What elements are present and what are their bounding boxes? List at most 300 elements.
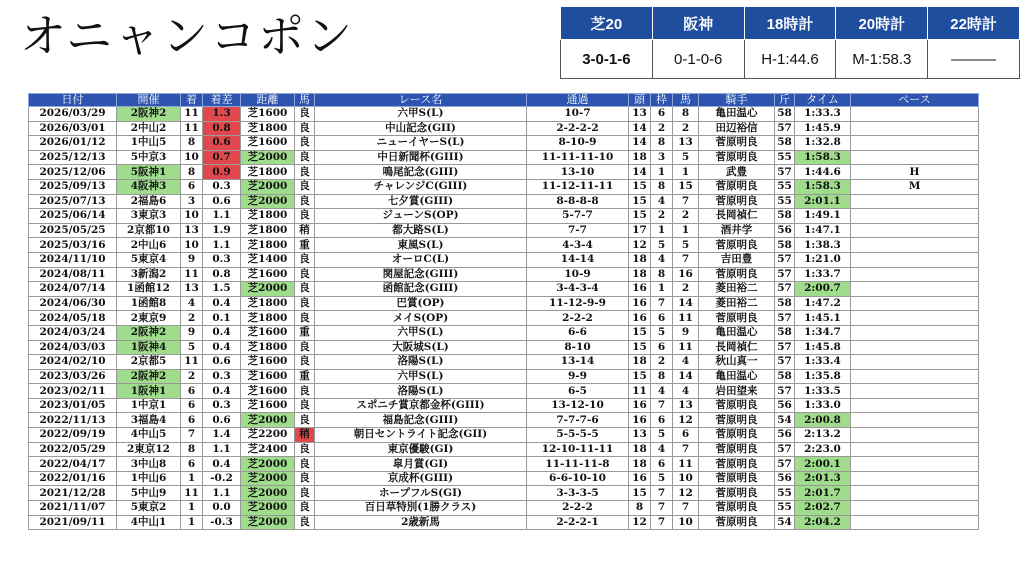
cell-passing: 3-4-3-4 (527, 282, 629, 297)
table-row (29, 165, 979, 180)
cell-finish: 6 (181, 457, 203, 472)
cell-time: 1:33.3 (795, 107, 851, 122)
cell-jockey: 菅原明良 (699, 413, 775, 428)
cell-date: 2021/11/07 (29, 501, 117, 516)
cell-time: 2:00.7 (795, 282, 851, 297)
cell-venue: 3新潟2 (117, 267, 181, 282)
cell-jockey: 秋山真一 (699, 355, 775, 370)
cell-passing: 11-11-11-8 (527, 457, 629, 472)
cell-pace (851, 282, 979, 297)
summary-value-cell: H-1:44.6 (744, 40, 836, 79)
cell-track: 良 (295, 515, 315, 530)
cell-date: 2024/03/03 (29, 340, 117, 355)
cell-passing: 11-11-11-10 (527, 150, 629, 165)
cell-race-name: ホープフルS(GI) (315, 486, 527, 501)
cell-margin: 1.1 (203, 238, 241, 253)
cell-horse-number: 16 (673, 267, 699, 282)
cell-distance: 芝1800 (241, 311, 295, 326)
table-row (29, 457, 979, 472)
header-race-name: レース名 (315, 94, 527, 107)
cell-venue: 3福島4 (117, 413, 181, 428)
cell-passing: 10-9 (527, 267, 629, 282)
cell-venue: 2東京9 (117, 311, 181, 326)
cell-weight: 57 (775, 311, 795, 326)
cell-field-size: 16 (629, 413, 651, 428)
table-row (29, 136, 979, 151)
cell-margin: 0.4 (203, 457, 241, 472)
cell-passing: 6-6-10-10 (527, 471, 629, 486)
cell-distance: 芝1600 (241, 325, 295, 340)
cell-jockey: 菱田裕二 (699, 296, 775, 311)
cell-horse-number: 6 (673, 428, 699, 443)
cell-weight: 56 (775, 398, 795, 413)
cell-track: 良 (295, 209, 315, 224)
cell-jockey: 亀田温心 (699, 325, 775, 340)
cell-pace (851, 398, 979, 413)
cell-horse-number: 11 (673, 340, 699, 355)
summary-value-cell: 3-0-1-6 (561, 40, 653, 79)
cell-weight: 57 (775, 457, 795, 472)
cell-pace (851, 442, 979, 457)
cell-passing: 2-2-2-1 (527, 515, 629, 530)
cell-distance: 芝2000 (241, 515, 295, 530)
cell-track: 良 (295, 398, 315, 413)
cell-track: 良 (295, 282, 315, 297)
cell-venue: 2東京12 (117, 442, 181, 457)
cell-venue: 4阪神3 (117, 179, 181, 194)
cell-jockey: 吉田豊 (699, 252, 775, 267)
header-jockey: 騎手 (699, 94, 775, 107)
horse-name-title: オニャンコポン (20, 9, 355, 63)
cell-gate: 6 (651, 311, 673, 326)
cell-track: 良 (295, 252, 315, 267)
table-row (29, 486, 979, 501)
table-row (29, 267, 979, 282)
cell-gate: 7 (651, 296, 673, 311)
cell-date: 2022/01/16 (29, 471, 117, 486)
cell-gate: 7 (651, 398, 673, 413)
cell-track: 良 (295, 457, 315, 472)
cell-pace (851, 340, 979, 355)
cell-time: 1:45.9 (795, 121, 851, 136)
cell-gate: 1 (651, 282, 673, 297)
cell-track: 重 (295, 325, 315, 340)
cell-margin: 0.1 (203, 311, 241, 326)
cell-distance: 芝2000 (241, 282, 295, 297)
cell-pace (851, 486, 979, 501)
cell-weight: 55 (775, 501, 795, 516)
cell-jockey: 菅原明良 (699, 179, 775, 194)
cell-jockey: 菅原明良 (699, 136, 775, 151)
header-margin: 着差 (203, 94, 241, 107)
cell-weight: 55 (775, 486, 795, 501)
cell-track: 良 (295, 150, 315, 165)
cell-margin: 0.6 (203, 355, 241, 370)
cell-passing: 2-2-2 (527, 311, 629, 326)
cell-distance: 芝2000 (241, 194, 295, 209)
cell-date: 2024/05/18 (29, 311, 117, 326)
cell-track: 良 (295, 267, 315, 282)
cell-venue: 5阪神1 (117, 165, 181, 180)
table-row (29, 238, 979, 253)
cell-jockey: 菅原明良 (699, 150, 775, 165)
cell-field-size: 11 (629, 384, 651, 399)
cell-race-name: 六甲S(L) (315, 369, 527, 384)
cell-track: 重 (295, 238, 315, 253)
cell-time: 1:35.8 (795, 369, 851, 384)
cell-date: 2025/07/13 (29, 194, 117, 209)
cell-time: 1:34.7 (795, 325, 851, 340)
cell-pace (851, 252, 979, 267)
cell-weight: 58 (775, 136, 795, 151)
cell-jockey: 岩田望来 (699, 384, 775, 399)
cell-distance: 芝2000 (241, 150, 295, 165)
cell-track: 良 (295, 355, 315, 370)
cell-gate: 5 (651, 471, 673, 486)
cell-distance: 芝1600 (241, 384, 295, 399)
cell-finish: 9 (181, 325, 203, 340)
cell-track: 良 (295, 165, 315, 180)
cell-race-name: 鳴尾記念(GIII) (315, 165, 527, 180)
cell-distance: 芝1600 (241, 136, 295, 151)
cell-distance: 芝2000 (241, 486, 295, 501)
cell-weight: 57 (775, 355, 795, 370)
cell-margin: 0.4 (203, 325, 241, 340)
cell-weight: 58 (775, 296, 795, 311)
cell-finish: 8 (181, 165, 203, 180)
cell-pace (851, 194, 979, 209)
cell-date: 2022/09/19 (29, 428, 117, 443)
cell-venue: 2京都10 (117, 223, 181, 238)
cell-margin: 0.4 (203, 340, 241, 355)
cell-finish: 13 (181, 223, 203, 238)
cell-field-size: 18 (629, 267, 651, 282)
cell-passing: 2-2-2-2 (527, 121, 629, 136)
cell-time: 1:45.1 (795, 311, 851, 326)
cell-weight: 55 (775, 150, 795, 165)
cell-finish: 11 (181, 355, 203, 370)
cell-venue: 1中京1 (117, 398, 181, 413)
cell-passing: 2-2-2 (527, 501, 629, 516)
cell-race-name: 六甲S(L) (315, 325, 527, 340)
cell-jockey: 菅原明良 (699, 515, 775, 530)
cell-finish: 7 (181, 428, 203, 443)
cell-passing: 10-7 (527, 107, 629, 122)
cell-time: 2:04.2 (795, 515, 851, 530)
cell-gate: 5 (651, 238, 673, 253)
cell-time: 2:01.1 (795, 194, 851, 209)
cell-weight: 58 (775, 369, 795, 384)
cell-horse-number: 5 (673, 238, 699, 253)
cell-weight: 57 (775, 384, 795, 399)
cell-pace (851, 209, 979, 224)
cell-pace (851, 355, 979, 370)
cell-field-size: 16 (629, 471, 651, 486)
cell-race-name: 中山記念(GII) (315, 121, 527, 136)
cell-jockey: 菅原明良 (699, 267, 775, 282)
cell-passing: 8-8-8-8 (527, 194, 629, 209)
header-finish: 着 (181, 94, 203, 107)
cell-race-name: 洛陽S(L) (315, 384, 527, 399)
cell-horse-number: 4 (673, 355, 699, 370)
cell-venue: 1阪神4 (117, 340, 181, 355)
cell-margin: 0.8 (203, 121, 241, 136)
cell-pace (851, 501, 979, 516)
cell-track: 良 (295, 413, 315, 428)
cell-passing: 13-14 (527, 355, 629, 370)
cell-jockey: 菅原明良 (699, 398, 775, 413)
summary-header-cell: 阪神 (652, 7, 744, 40)
cell-distance: 芝1800 (241, 165, 295, 180)
cell-horse-number: 12 (673, 413, 699, 428)
cell-distance: 芝2000 (241, 179, 295, 194)
cell-weight: 56 (775, 223, 795, 238)
results-body (29, 107, 979, 530)
cell-passing: 13-10 (527, 165, 629, 180)
cell-distance: 芝1800 (241, 340, 295, 355)
cell-race-name: 大阪城S(L) (315, 340, 527, 355)
cell-finish: 3 (181, 194, 203, 209)
cell-margin: 0.3 (203, 179, 241, 194)
cell-venue: 1函館8 (117, 296, 181, 311)
cell-race-name: 都大路S(L) (315, 223, 527, 238)
table-row (29, 296, 979, 311)
cell-margin: 0.0 (203, 501, 241, 516)
cell-time: 1:49.1 (795, 209, 851, 224)
cell-date: 2026/01/12 (29, 136, 117, 151)
cell-horse-number: 15 (673, 179, 699, 194)
cell-weight: 56 (775, 471, 795, 486)
cell-gate: 8 (651, 369, 673, 384)
cell-jockey: 武豊 (699, 165, 775, 180)
cell-jockey: 菅原明良 (699, 471, 775, 486)
cell-horse-number: 1 (673, 165, 699, 180)
summary-value-row (561, 40, 1020, 79)
cell-date: 2024/07/14 (29, 282, 117, 297)
cell-field-size: 16 (629, 398, 651, 413)
cell-distance: 芝1800 (241, 296, 295, 311)
cell-distance: 芝2400 (241, 442, 295, 457)
cell-margin: 0.3 (203, 369, 241, 384)
table-row (29, 501, 979, 516)
table-row (29, 107, 979, 122)
cell-race-name: メイS(OP) (315, 311, 527, 326)
cell-pace (851, 515, 979, 530)
cell-pace (851, 136, 979, 151)
cell-pace (851, 150, 979, 165)
cell-date: 2025/05/25 (29, 223, 117, 238)
cell-margin: 0.6 (203, 194, 241, 209)
cell-pace (851, 457, 979, 472)
cell-venue: 2中山6 (117, 238, 181, 253)
cell-track: 稍 (295, 428, 315, 443)
cell-finish: 11 (181, 107, 203, 122)
cell-track: 良 (295, 296, 315, 311)
cell-finish: 6 (181, 179, 203, 194)
header-horse-number: 馬 (673, 94, 699, 107)
cell-track: 良 (295, 471, 315, 486)
cell-margin: 0.6 (203, 136, 241, 151)
cell-jockey: 菅原明良 (699, 501, 775, 516)
cell-date: 2022/04/17 (29, 457, 117, 472)
cell-date: 2025/12/06 (29, 165, 117, 180)
cell-horse-number: 2 (673, 209, 699, 224)
cell-pace (851, 107, 979, 122)
cell-finish: 13 (181, 282, 203, 297)
cell-field-size: 8 (629, 501, 651, 516)
cell-margin: 0.3 (203, 398, 241, 413)
cell-field-size: 16 (629, 296, 651, 311)
cell-finish: 9 (181, 252, 203, 267)
cell-gate: 4 (651, 194, 673, 209)
cell-gate: 4 (651, 384, 673, 399)
cell-passing: 8-10 (527, 340, 629, 355)
summary-header-cell: 芝20 (561, 7, 653, 40)
cell-distance: 芝2000 (241, 413, 295, 428)
cell-time: 1:33.7 (795, 267, 851, 282)
cell-race-name: 百日草特別(1勝クラス) (315, 501, 527, 516)
cell-jockey: 菅原明良 (699, 457, 775, 472)
cell-horse-number: 2 (673, 282, 699, 297)
cell-pace (851, 238, 979, 253)
cell-passing: 7-7-7-6 (527, 413, 629, 428)
cell-finish: 1 (181, 515, 203, 530)
cell-gate: 5 (651, 325, 673, 340)
cell-finish: 11 (181, 486, 203, 501)
cell-date: 2023/01/05 (29, 398, 117, 413)
cell-time: 1:44.6 (795, 165, 851, 180)
cell-race-name: ニューイヤーS(L) (315, 136, 527, 151)
cell-race-name: 福島記念(GIII) (315, 413, 527, 428)
cell-margin: 1.5 (203, 282, 241, 297)
cell-margin: 0.9 (203, 165, 241, 180)
cell-finish: 5 (181, 340, 203, 355)
results-header-row (29, 94, 979, 107)
cell-field-size: 14 (629, 165, 651, 180)
cell-pace: M (851, 179, 979, 194)
cell-track: 良 (295, 107, 315, 122)
cell-margin: -0.2 (203, 471, 241, 486)
table-row (29, 121, 979, 136)
cell-time: 2:02.7 (795, 501, 851, 516)
cell-date: 2025/09/13 (29, 179, 117, 194)
cell-passing: 3-3-3-5 (527, 486, 629, 501)
cell-passing: 5-5-5-5 (527, 428, 629, 443)
cell-weight: 55 (775, 179, 795, 194)
cell-distance: 芝1600 (241, 355, 295, 370)
table-row (29, 194, 979, 209)
cell-horse-number: 5 (673, 150, 699, 165)
cell-horse-number: 11 (673, 457, 699, 472)
cell-field-size: 12 (629, 238, 651, 253)
table-row (29, 209, 979, 224)
header-pace: ペース (851, 94, 979, 107)
summary-header-cell: 22時計 (928, 7, 1020, 40)
cell-date: 2024/03/24 (29, 325, 117, 340)
cell-gate: 7 (651, 515, 673, 530)
cell-track: 良 (295, 179, 315, 194)
cell-horse-number: 14 (673, 369, 699, 384)
cell-field-size: 13 (629, 428, 651, 443)
cell-passing: 4-3-4 (527, 238, 629, 253)
cell-finish: 10 (181, 209, 203, 224)
cell-venue: 1函館12 (117, 282, 181, 297)
cell-field-size: 18 (629, 442, 651, 457)
header-time: タイム (795, 94, 851, 107)
cell-track: 稍 (295, 223, 315, 238)
summary-value-cell: 0-1-0-6 (652, 40, 744, 79)
cell-finish: 4 (181, 296, 203, 311)
cell-horse-number: 2 (673, 121, 699, 136)
cell-distance: 芝2000 (241, 471, 295, 486)
cell-gate: 2 (651, 121, 673, 136)
cell-date: 2025/12/13 (29, 150, 117, 165)
table-row (29, 384, 979, 399)
cell-margin: 0.4 (203, 384, 241, 399)
cell-margin: 0.7 (203, 150, 241, 165)
cell-jockey: 長岡禎仁 (699, 340, 775, 355)
cell-time: 2:00.8 (795, 413, 851, 428)
cell-distance: 芝1800 (241, 121, 295, 136)
cell-pace (851, 413, 979, 428)
cell-time: 1:58.3 (795, 150, 851, 165)
cell-horse-number: 10 (673, 471, 699, 486)
cell-field-size: 15 (629, 486, 651, 501)
cell-gate: 1 (651, 165, 673, 180)
cell-gate: 8 (651, 179, 673, 194)
header-passing: 通過 (527, 94, 629, 107)
cell-date: 2025/06/14 (29, 209, 117, 224)
cell-track: 良 (295, 501, 315, 516)
cell-finish: 11 (181, 121, 203, 136)
table-row (29, 369, 979, 384)
cell-finish: 10 (181, 238, 203, 253)
summary-header-row (561, 7, 1020, 40)
cell-time: 2:01.7 (795, 486, 851, 501)
cell-venue: 4中山1 (117, 515, 181, 530)
summary-value-cell: ——— (928, 40, 1020, 79)
cell-venue: 5中京3 (117, 150, 181, 165)
cell-horse-number: 9 (673, 325, 699, 340)
cell-distance: 芝1600 (241, 267, 295, 282)
cell-horse-number: 12 (673, 486, 699, 501)
cell-gate: 4 (651, 442, 673, 457)
cell-pace (851, 311, 979, 326)
cell-time: 1:45.8 (795, 340, 851, 355)
cell-passing: 9-9 (527, 369, 629, 384)
summary-table (560, 6, 1020, 79)
cell-venue: 1中山6 (117, 471, 181, 486)
cell-gate: 4 (651, 252, 673, 267)
header-venue: 開催 (117, 94, 181, 107)
cell-passing: 6-6 (527, 325, 629, 340)
table-row (29, 442, 979, 457)
cell-track: 良 (295, 194, 315, 209)
cell-field-size: 16 (629, 282, 651, 297)
cell-field-size: 15 (629, 369, 651, 384)
cell-gate: 7 (651, 486, 673, 501)
cell-time: 1:21.0 (795, 252, 851, 267)
cell-time: 1:38.3 (795, 238, 851, 253)
cell-weight: 57 (775, 282, 795, 297)
cell-field-size: 15 (629, 325, 651, 340)
cell-gate: 2 (651, 209, 673, 224)
cell-race-name: 函館記念(GIII) (315, 282, 527, 297)
cell-jockey: 酒井学 (699, 223, 775, 238)
cell-finish: 1 (181, 471, 203, 486)
cell-field-size: 14 (629, 136, 651, 151)
cell-field-size: 15 (629, 179, 651, 194)
